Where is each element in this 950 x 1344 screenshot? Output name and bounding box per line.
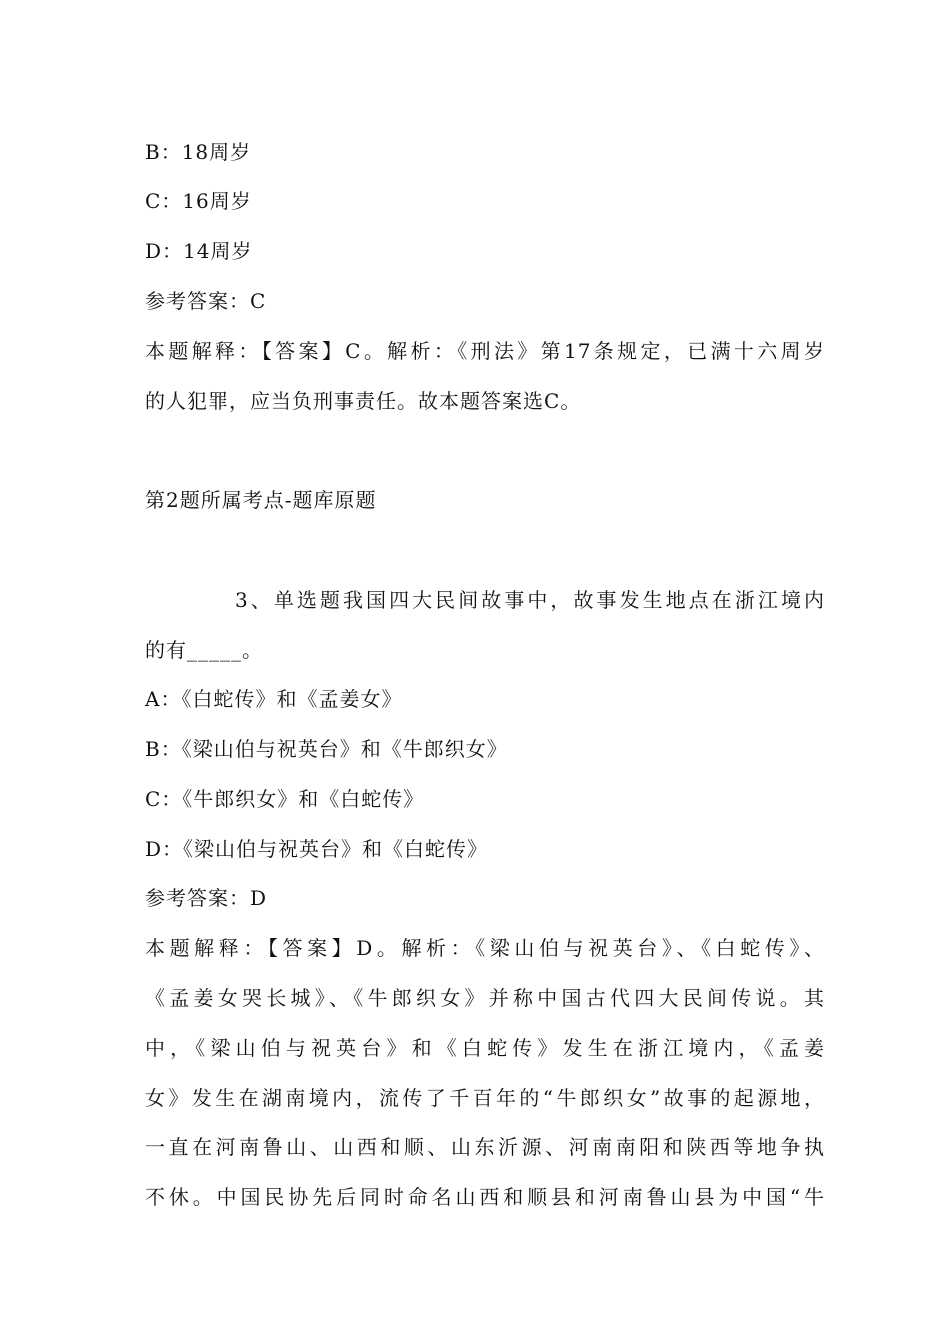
q3-answer: 参考答案：D — [145, 886, 268, 910]
q2-explanation-line: 本题解释：【答案】C。解析：《刑法》第17条规定，已满十六周岁 — [145, 339, 825, 363]
q2-answer: 参考答案：C — [145, 289, 267, 313]
q3-explanation-line: 不休。中国民协先后同时命名山西和顺县和河南鲁山县为中国“牛 — [145, 1185, 825, 1209]
q2-option-b: B：18周岁 — [145, 140, 252, 164]
q3-explanation-line: 女》发生在湖南境内，流传了千百年的“牛郎织女”故事的起源地， — [145, 1086, 825, 1110]
q3-explanation-line: 《孟姜女哭长城》、《牛郎织女》并称中国古代四大民间传说。其 — [145, 986, 825, 1010]
q3-explanation-line: 中，《梁山伯与祝英台》和《白蛇传》发生在浙江境内，《孟姜 — [145, 1036, 825, 1060]
q3-explanation-line: 一直在河南鲁山、山西和顺、山东沂源、河南南阳和陕西等地争执 — [145, 1135, 825, 1159]
knowledge-point-heading: 第2题所属考点-题库原题 — [145, 488, 377, 512]
q3-option-a: A：《白蛇传》和《孟姜女》 — [145, 687, 403, 711]
q2-explanation-line: 的人犯罪，应当负刑事责任。故本题答案选C。 — [145, 389, 582, 413]
q3-option-d: D：《梁山伯与祝英台》和《白蛇传》 — [145, 837, 489, 861]
q2-option-d: D：14周岁 — [145, 239, 253, 263]
q3-option-c: C：《牛郎织女》和《白蛇传》 — [145, 787, 425, 811]
q2-option-c: C：16周岁 — [145, 189, 252, 213]
q3-question-line: 的有_____。 — [145, 638, 263, 662]
q3-option-b: B：《梁山伯与祝英台》和《牛郎织女》 — [145, 737, 508, 761]
q3-explanation-line: 本题解释：【答案】D。解析：《梁山伯与祝英台》、《白蛇传》、 — [145, 936, 825, 960]
q3-question-line: 3、单选题我国四大民间故事中，故事发生地点在浙江境内 — [235, 588, 825, 612]
